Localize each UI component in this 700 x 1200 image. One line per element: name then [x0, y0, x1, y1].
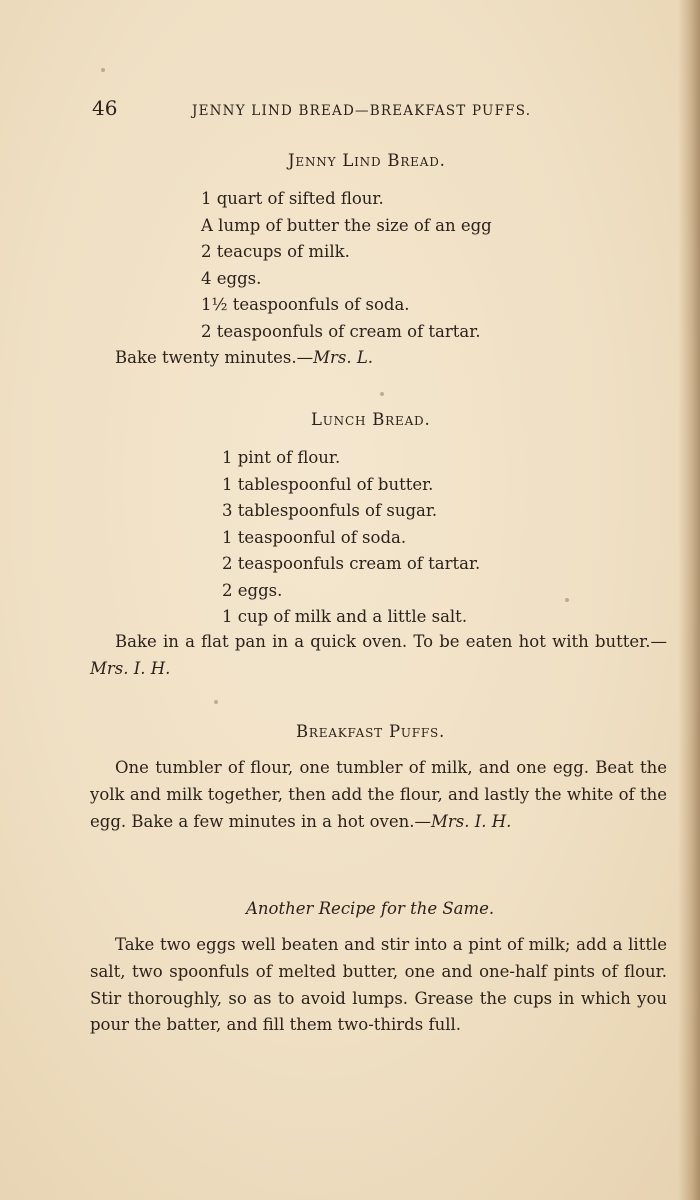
attribution: Mrs. L.: [313, 348, 374, 367]
ingredient-item: 2 teaspoonfuls of cream of tartar.: [201, 321, 481, 341]
recipe-title-lunch-bread: Lunch Bread.: [311, 410, 431, 429]
ingredient-item: 1 pint of flour.: [222, 448, 341, 467]
ingredient-item: 1½ teaspoonfuls of soda.: [201, 295, 410, 314]
running-title: JENNY LIND BREAD—BREAKFAST PUFFS.: [192, 103, 532, 119]
recipe-instruction: [90, 932, 667, 1039]
instruction-text: One tumbler of flour, one tumbler of milk, and one egg. Beat the yolk and milk together, then add the flour, and lastly the white of the egg. Bake a few minutes in a hot oven.—: [90, 758, 667, 831]
ingredient-item: 1 quart of sifted flour.: [201, 189, 384, 208]
paper-fleck: [380, 392, 384, 396]
instruction-text: Bake twenty minutes.—: [115, 348, 314, 367]
page-number: 46: [92, 96, 118, 120]
paper-fleck: [101, 68, 105, 72]
recipe-title-another-recipe: Another Recipe for the Same.: [246, 899, 495, 918]
ingredient-item: 2 eggs.: [222, 580, 283, 600]
ingredient-item: 1 tablespoonful of butter.: [222, 474, 434, 494]
paper-fleck: [214, 700, 218, 704]
ingredient-item: 2 teaspoonfuls cream of tartar.: [222, 554, 481, 573]
recipe-title-breakfast-puffs: Breakfast Puffs.: [296, 722, 446, 741]
ingredient-list-jenny-lind-bread: [201, 186, 492, 345]
ingredient-item: 1 cup of milk and a little salt.: [222, 607, 468, 626]
ingredient-item: 3 tablespoonfuls of sugar.: [222, 501, 438, 520]
recipe-instruction: [90, 629, 667, 683]
paper-fleck: [565, 598, 569, 602]
attribution: Mrs. I. H.: [90, 658, 171, 678]
recipe-instruction: [90, 755, 667, 835]
attribution: Mrs. I. H.: [431, 811, 512, 831]
ingredient-item: 1 teaspoonful of soda.: [222, 527, 407, 547]
ingredient-item: 2 teacups of milk.: [201, 242, 350, 261]
ingredient-item: A lump of butter the size of an egg: [201, 215, 492, 235]
page-edge-shadow: [678, 0, 700, 1200]
recipe-title-jenny-lind-bread: Jenny Lind Bread.: [288, 151, 446, 170]
ingredient-list-lunch-bread: [222, 445, 480, 631]
recipe-instruction: [115, 345, 373, 372]
instruction-text: Bake in a flat pan in a quick oven. To be eaten hot with butter.—: [115, 632, 667, 651]
ingredient-item: 4 eggs.: [201, 268, 262, 288]
instruction-text: Take two eggs well beaten and stir into a pint of milk; add a little salt, two spoonfuls of melted butter, one and one-half pints of flour. Stir thoroughly, so as to avoid lumps. Grease the cups in which you pour the batter, and fill them two-thirds full.: [90, 935, 667, 1035]
